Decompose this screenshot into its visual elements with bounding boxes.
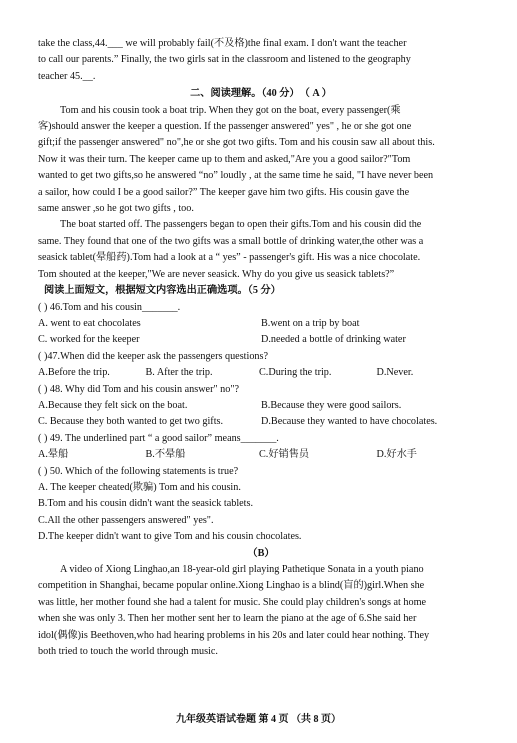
option-a: A. went to eat chocolates [38,317,141,329]
option-d: D.needed a bottle of drinking water [261,334,406,346]
question-46-options-row [38,316,484,332]
option-b: B.went on a trip by boat [261,317,360,329]
option-d: D.The keeper didn't want to give Tom and his cousin chocolates. [38,531,302,543]
question-49-stem: ( ) 49. The underlined part “ a good sailor” means_______. [38,432,279,444]
passage-b-line: competition in Shanghai, became popular online.Xiong Linghao is a blind(盲的)girl.When she [38,580,425,592]
passage-a-line: same answer ,so he got two gifts , too. [38,203,194,215]
option-b: B.Tom and his cousin didn't want the seasick tablets. [38,498,254,510]
question-50-stem: ( ) 50. Which of the following statements is true? [38,465,239,477]
option-c: C. Because they both wanted to get two gifts. [38,416,224,428]
option-c: C.During the trip. [259,367,332,379]
question-46-options-row [38,332,484,348]
option-a: A.Before the trip. [38,367,110,379]
text-line: teacher 45.__. [38,70,96,82]
page-footer: 九年级英语试卷题 第 4 页 （共 8 页） [176,714,341,725]
text-line: to call our parents.” Finally, the two girls sat in the classroom and listened to the geography [38,54,411,66]
option-a: A. The keeper cheated(欺骗) Tom and his cousin. [38,481,241,493]
question-49-options-row [38,447,484,463]
passage-b-line: A video of Xiong Linghao,an 18-year-old girl playing Pathetique Sonata in a youth piano [60,564,424,575]
passage-a-line: 客)should answer the keeper a question. If the passenger answered" yes" , he or she got one [38,121,412,133]
text-line: take the class,44.___ we will probably fail(不及格)the final exam. I don't want the teacher [38,38,407,49]
section-b-title: （B） [247,547,275,559]
option-c: C.All the other passengers answered" yes". [38,514,214,526]
passage-a-line: Now it was their turn. The keeper came up to them and asked,"Are you a good sailor?"Tom [38,153,411,165]
passage-a-line: gift;if the passenger answered" no",he or she got two gifts. Tom and his cousin saw all about this. [38,137,435,149]
question-46-stem: ( ) 46.Tom and his cousin_______. [38,301,181,313]
option-b: B.不晕船 [145,449,186,461]
option-b: B.Because they were good sailors. [261,399,402,411]
passage-b-line: idol(偶像)is Beethoven,who had hearing problems in his 20s and later could hear nothing. They [38,629,430,641]
passage-a-line: Tom shouted at the keeper,"We are never seasick. Why do you give us seasick tablets?” [38,268,395,280]
option-d: D.好水手 [376,449,417,461]
option-c: C.好销售员 [259,449,310,461]
exam-page [38,36,484,660]
question-48-stem: ( ) 48. Why did Tom and his cousin answer" no"? [38,383,240,395]
option-a: A.晕船 [38,449,69,461]
passage-b-line: was little, her mother found she had a talent for music. She could play children's songs at home [38,596,427,608]
instruction: 阅读上面短文，根据短文内容选出正确选项。（5 分） [44,285,281,297]
option-a: A.Because they felt sick on the boat. [38,399,188,411]
question-47-stem: ( )47.When did the keeper ask the passengers questions? [38,350,268,362]
option-b: B. After the trip. [145,367,213,379]
passage-b-line: when she was only 3. Then her mother sent her to learn the piano at the age of 6.She said her [38,613,417,625]
option-d: D.Because they wanted to have chocolates. [261,416,438,428]
option-c: C. worked for the keeper [38,334,140,346]
section-title: 二、阅读理解。（40 分） （ A ） [190,88,332,100]
passage-a-line: a sailor, how could I be a good sailor?” The keeper gave him two gifts. His cousin gave the [38,186,410,198]
question-47-options-row [38,365,484,381]
question-48-options-row [38,414,484,430]
passage-a-line: The boat started off. The passengers began to open their gifts.Tom and his cousin did the [60,219,422,231]
question-48-options-row [38,398,484,414]
passage-b-line: both tried to touch the world through music. [38,646,218,658]
passage-a-line: seasick tablet(晕船药).Tom had a look at a “ yes” - passenger's gift. His was a nice chocolate. [38,252,421,264]
option-d: D.Never. [376,367,414,379]
passage-a-line: Tom and his cousin took a boat trip. When they got on the boat, every passenger(乘 [60,104,401,116]
passage-a-line: same. They found that one of the two gifts was a small bottle of drinking water,the other was a [38,235,424,247]
passage-a-line: wanted to get two gifts,so he answered “no” loudly , at the same time he said, "I have never been [38,170,434,182]
